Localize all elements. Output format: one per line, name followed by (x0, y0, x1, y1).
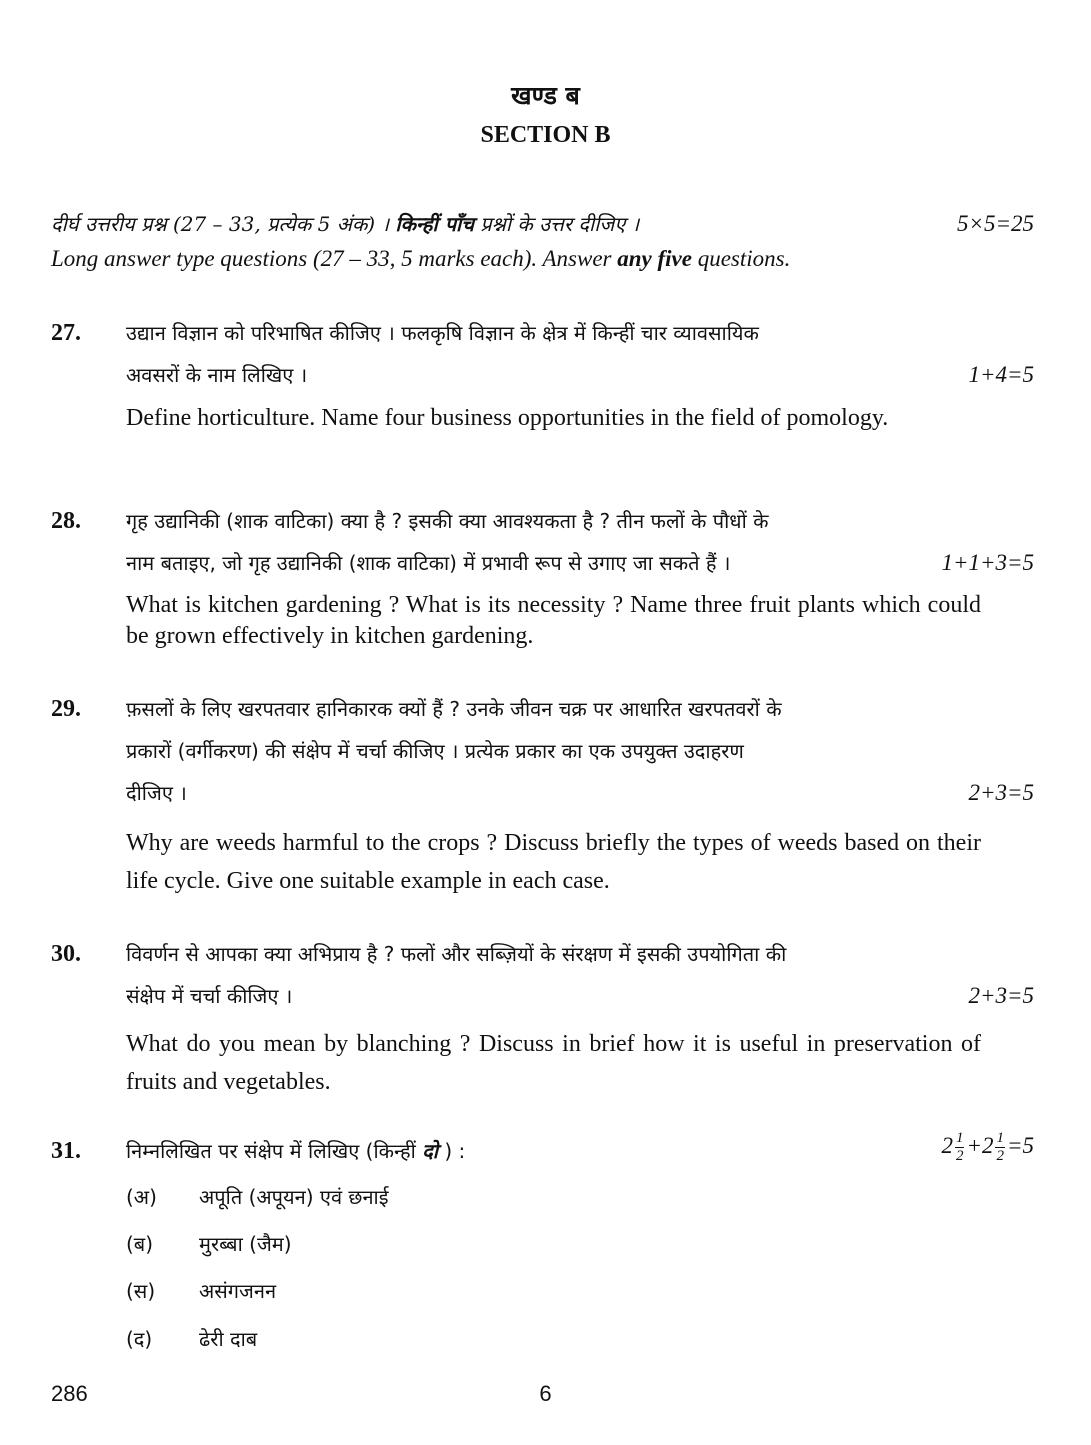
instructions-english (51, 246, 790, 272)
instructions-hindi-bold: किन्हीं पाँच (395, 212, 474, 236)
question-29-hindi-line3: दीजिए । (126, 781, 187, 805)
question-31-marks-whole-2: +2 (966, 1132, 994, 1158)
instructions-hindi (51, 210, 639, 237)
instructions-english-part1: Long answer type questions (27 – 33, 5 marks each). Answer (51, 246, 612, 271)
instructions-english-part2: questions. (697, 246, 791, 271)
page-number: 6 (539, 1381, 552, 1406)
question-31-marks-fraction-1: $\frac{1}{2}$ (955, 1130, 964, 1164)
question-31-prompt-prefix: निम्नलिखित पर संक्षेप में लिखिए (किन्हीं (126, 1139, 416, 1163)
section-heading-english: SECTION B (480, 122, 611, 148)
question-31-prompt-bold: दो (422, 1139, 438, 1163)
question-31-marks (941, 1130, 1034, 1165)
question-29-english: Why are weeds harmful to the crops ? Discuss briefly the types of weeds based on their life cycle. Give one suitable example in each case. (126, 830, 981, 894)
question-29-number: 29. (51, 696, 81, 722)
question-29-marks: 2+3=5 (968, 780, 1034, 805)
question-28-english: What is kitchen gardening ? What is its necessity ? Name three fruit plants which could be grown effectively in kitchen gardening. (126, 592, 981, 649)
question-31-marks-total: =5 (1006, 1132, 1034, 1158)
question-31-option-a-text: अपूति (अपूयन) एवं छनाई (199, 1185, 389, 1209)
section-heading-hindi: खण्ड ब (511, 81, 580, 110)
question-28-marks: 1+1+3=5 (941, 550, 1034, 575)
question-31-number: 31. (51, 1138, 81, 1164)
question-30-number: 30. (51, 941, 81, 967)
question-27-marks: 1+4=5 (968, 362, 1034, 387)
question-31-option-d-label: (द) (126, 1327, 153, 1351)
question-31-option-b-label: (ब) (126, 1232, 154, 1256)
question-31-marks-fraction-2: $\frac{1}{2}$ (996, 1130, 1004, 1164)
question-30-english: What do you mean by blanching ? Discuss in brief how it is useful in preservation of fruits and vegetables. (126, 1031, 981, 1095)
question-28-hindi-line2: नाम बताइए, जो गृह उद्यानिकी (शाक वाटिका) में प्रभावी रूप से उगाए जा सकते हैं । (126, 551, 731, 575)
question-30-marks: 2+3=5 (968, 983, 1034, 1008)
question-27-hindi-line2: अवसरों के नाम लिखिए । (126, 363, 308, 387)
question-29-hindi-line1: फ़सलों के लिए खरपतवार हानिकारक क्यों हैं ? उनके जीवन चक्र पर आधारित खरपतवरों के (126, 697, 782, 721)
question-31-option-d-text: ढेरी दाब (199, 1327, 258, 1351)
question-31-option-a-label: (अ) (126, 1185, 157, 1209)
question-30-hindi-line1: विवर्णन से आपका क्या अभिप्राय है ? फलों और सब्ज़ियों के संरक्षण में इसकी उपयोगिता की (126, 942, 787, 966)
question-31-option-b-text: मुरब्बा (जैम) (199, 1232, 292, 1256)
instructions-english-bold: any five (617, 246, 692, 271)
question-31-prompt-suffix: ) : (444, 1139, 466, 1163)
question-31-option-c-text: असंगजनन (199, 1279, 277, 1303)
question-27-hindi-line1: उद्यान विज्ञान को परिभाषित कीजिए । फलकृषि विज्ञान के क्षेत्र में किन्हीं चार व्यावसायिक (126, 321, 759, 345)
question-28-hindi-line1: गृह उद्यानिकी (शाक वाटिका) क्या है ? इसकी क्या आवश्यकता है ? तीन फलों के पौधों के (126, 509, 769, 533)
question-31-option-c-label: (स) (126, 1279, 156, 1303)
instructions-hindi-part1: दीर्घ उत्तरीय प्रश्न (27 – 33, प्रत्येक 5 अंक) । (51, 212, 390, 236)
question-31-prompt (126, 1130, 465, 1172)
question-31-marks-whole-1: 2 (941, 1132, 953, 1158)
question-27-number: 27. (51, 320, 81, 346)
instructions-marks: 5×5=25 (956, 211, 1034, 236)
paper-code: 286 (51, 1381, 88, 1406)
question-29-hindi-line2: प्रकारों (वर्गीकरण) की संक्षेप में चर्चा कीजिए । प्रत्येक प्रकार का एक उपयुक्त उदाहरण (126, 739, 744, 763)
question-30-hindi-line2: संक्षेप में चर्चा कीजिए । (126, 984, 293, 1008)
instructions-hindi-part2: प्रश्नों के उत्तर दीजिए । (480, 212, 640, 236)
question-27-english: Define horticulture. Name four business opportunities in the field of pomology. (126, 405, 889, 431)
question-28-number: 28. (51, 508, 81, 534)
